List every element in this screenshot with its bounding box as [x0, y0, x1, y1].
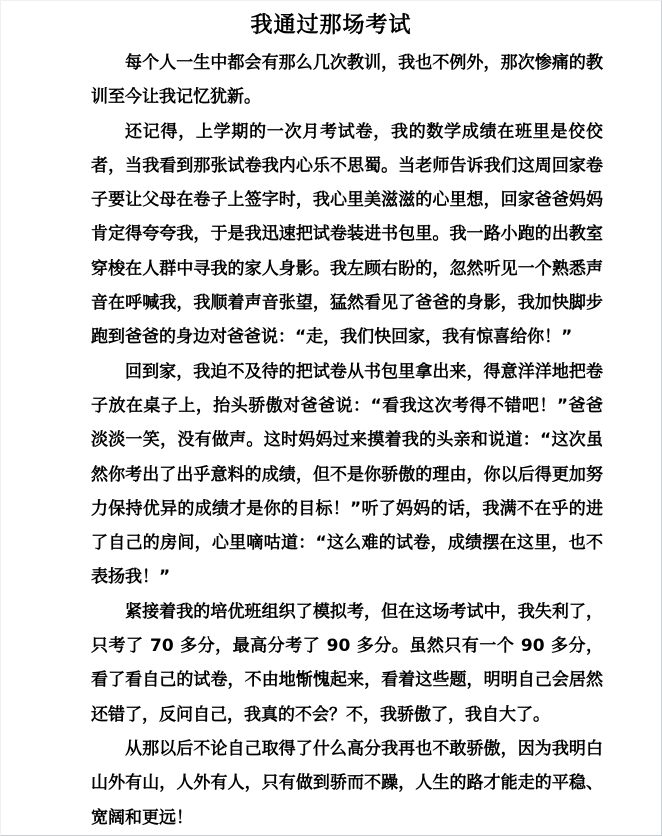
- essay-title: 我通过那场考试: [250, 13, 412, 38]
- essay-paragraph-exam-day: 还记得，上学期的一次月考试卷，我的数学成绩在班里是佼佼者，当我看到那张试卷我内心乐不思蜀。当老师告诉我们这周回家卷子要让父母在卷子上签字时，我心里美滋滋的心里想，回家爸爸妈妈肯定得夸夸我，于是我迅速把试卷装进书包里。我一路小跑的出教室穿梭在人群中寻我的家人身影。我左顾右盼的，忽然听见一个熟悉声音在呼喊我，我顺着声音张望，猛然看见了爸爸的身影，我加快脚步跑到爸爸的身边对爸爸说：“走，我们快回家，我有惊喜给你！”: [91, 121, 603, 348]
- essay-body: [91, 46, 603, 835]
- essay-paragraph-intro: 每个人一生中都会有那么几次教训，我也不例外，那次惨痛的教训至今让我记忆犹新。: [91, 53, 603, 108]
- essay-paragraph-lesson: 从那以后不论自己取得了什么高分我再也不敢骄傲，因为我明白山外有山，人外有人，只有做到骄而不躁，人生的路才能走的平稳、宽阔和更远！: [91, 738, 603, 828]
- essay-paragraph-mock-exam: 紧接着我的培优班组织了模拟考，但在这场考试中，我失利了，只考了 70 多分，最高分考了 90 多分。虽然只有一个 90 多分，看了看自己的试卷，不由地惭愧起来，看着这些题，明明自己会居然还错了，反问自己，我真的不会？不，我骄傲了，我自大了。: [91, 601, 603, 725]
- essay-paragraph-back-home: 回到家，我迫不及待的把试卷从书包里拿出来，得意洋洋地把卷子放在桌子上，抬头骄傲对爸爸说：“看我这次考得不错吧！”爸爸淡淡一笑，没有做声。这时妈妈过来摸着我的头亲和说道：“这次虽然你考出了出乎意料的成绩，但不是你骄傲的理由，你以后得更加努力保持优异的成绩才是你的目标！”听了妈妈的话，我满不在乎的进了自己的房间，心里嘀咕道：“这么难的试卷，成绩摆在这里，也不表扬我！”: [91, 361, 603, 588]
